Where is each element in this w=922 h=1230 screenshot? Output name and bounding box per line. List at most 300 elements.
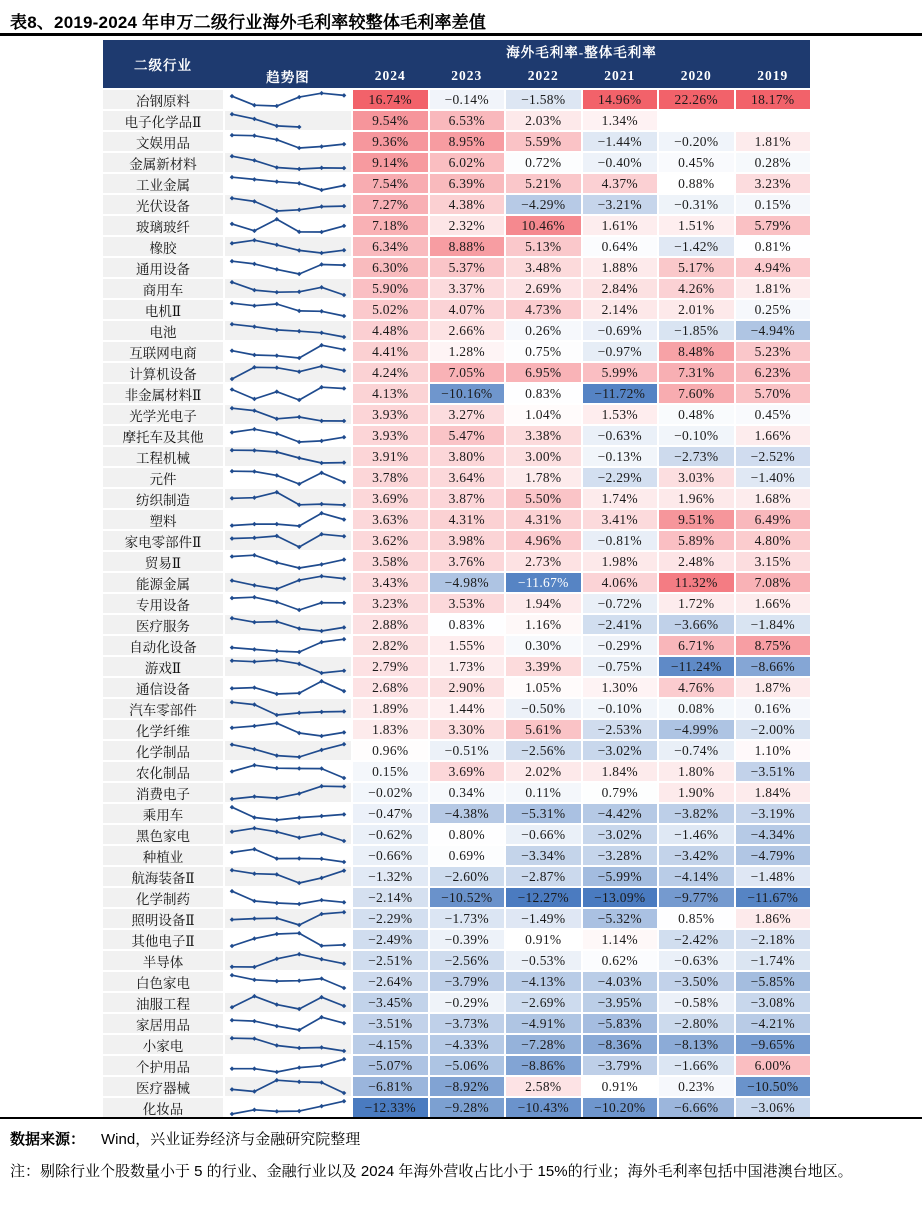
value-cell: −0.72% bbox=[583, 594, 658, 613]
value-cell: 6.34% bbox=[353, 237, 428, 256]
source-label: 数据来源： bbox=[10, 1131, 86, 1148]
value-cell: −8.66% bbox=[736, 657, 811, 676]
trend-sparkline bbox=[225, 741, 351, 760]
industry-name: 橡胶 bbox=[103, 237, 223, 256]
value-cell: −9.65% bbox=[736, 1035, 811, 1054]
value-cell: 4.24% bbox=[353, 363, 428, 382]
trend-sparkline bbox=[225, 804, 351, 823]
value-cell: −3.02% bbox=[583, 741, 658, 760]
value-cell: 1.78% bbox=[506, 468, 581, 487]
value-cell: 5.47% bbox=[430, 426, 505, 445]
value-cell: 1.86% bbox=[736, 909, 811, 928]
value-cell: −3.08% bbox=[736, 993, 811, 1012]
industry-name: 黑色家电 bbox=[103, 825, 223, 844]
value-cell: 7.08% bbox=[736, 573, 811, 592]
industry-name: 能源金属 bbox=[103, 573, 223, 592]
note-line: 注：剔除行业个股数量小于 5 的行业、金融行业以及 2024 年海外营收占比小于 15%的行业；海外毛利率包括中国港澳台地区。 bbox=[10, 1163, 853, 1180]
value-cell: −7.28% bbox=[506, 1035, 581, 1054]
value-cell: 7.60% bbox=[659, 384, 734, 403]
industry-name: 化学纤维 bbox=[103, 720, 223, 739]
trend-sparkline bbox=[225, 1098, 351, 1117]
industry-name: 半导体 bbox=[103, 951, 223, 970]
header-group: 海外毛利率-整体毛利率 bbox=[506, 45, 657, 60]
value-cell: −0.20% bbox=[659, 132, 734, 151]
industry-name: 种植业 bbox=[103, 846, 223, 865]
value-cell: −1.32% bbox=[353, 867, 428, 886]
value-cell: −3.95% bbox=[583, 993, 658, 1012]
value-cell: −2.29% bbox=[353, 909, 428, 928]
trend-sparkline bbox=[225, 594, 351, 613]
value-cell: 1.51% bbox=[659, 216, 734, 235]
value-cell: −4.29% bbox=[506, 195, 581, 214]
value-cell: −0.51% bbox=[430, 741, 505, 760]
industry-name: 电子化学品Ⅱ bbox=[103, 111, 223, 130]
value-cell: 0.45% bbox=[659, 153, 734, 172]
header-year-2020: 2020 bbox=[680, 68, 712, 83]
value-cell: −0.10% bbox=[659, 426, 734, 445]
value-cell: −2.69% bbox=[506, 993, 581, 1012]
value-cell: −3.73% bbox=[430, 1014, 505, 1033]
value-cell: 2.69% bbox=[506, 279, 581, 298]
trend-sparkline bbox=[225, 909, 351, 928]
industry-name: 游戏Ⅱ bbox=[103, 657, 223, 676]
value-cell: 0.96% bbox=[353, 741, 428, 760]
value-cell: −0.53% bbox=[506, 951, 581, 970]
value-cell: −4.42% bbox=[583, 804, 658, 823]
value-cell: 1.90% bbox=[659, 783, 734, 802]
trend-sparkline bbox=[225, 1014, 351, 1033]
value-cell: 5.17% bbox=[659, 258, 734, 277]
value-cell: −5.31% bbox=[506, 804, 581, 823]
value-cell: −5.32% bbox=[583, 909, 658, 928]
value-cell: −0.10% bbox=[583, 699, 658, 718]
value-cell: −0.29% bbox=[430, 993, 505, 1012]
value-cell: −8.36% bbox=[583, 1035, 658, 1054]
value-cell: 3.37% bbox=[430, 279, 505, 298]
trend-sparkline bbox=[225, 1035, 351, 1054]
value-cell: 22.26% bbox=[659, 90, 734, 109]
value-cell: −0.74% bbox=[659, 741, 734, 760]
value-cell: −3.28% bbox=[583, 846, 658, 865]
value-cell: 5.99% bbox=[583, 363, 658, 382]
value-cell: −0.75% bbox=[583, 657, 658, 676]
value-cell: 1.84% bbox=[736, 783, 811, 802]
value-cell: −2.49% bbox=[353, 930, 428, 949]
value-cell: 5.50% bbox=[506, 489, 581, 508]
value-cell: 4.13% bbox=[353, 384, 428, 403]
value-cell: −12.33% bbox=[353, 1098, 428, 1117]
trend-sparkline bbox=[225, 825, 351, 844]
value-cell: 5.13% bbox=[506, 237, 581, 256]
value-cell: 5.61% bbox=[506, 720, 581, 739]
value-cell: 0.64% bbox=[583, 237, 658, 256]
trend-sparkline bbox=[225, 174, 351, 193]
value-cell: −3.21% bbox=[583, 195, 658, 214]
industry-name: 农化制品 bbox=[103, 762, 223, 781]
value-cell: 0.69% bbox=[430, 846, 505, 865]
value-cell: −2.53% bbox=[583, 720, 658, 739]
industry-name: 电机Ⅱ bbox=[103, 300, 223, 319]
value-cell: 0.81% bbox=[736, 237, 811, 256]
value-cell: 3.39% bbox=[506, 657, 581, 676]
industry-name: 通用设备 bbox=[103, 258, 223, 277]
value-cell: 1.04% bbox=[506, 405, 581, 424]
value-cell: −1.58% bbox=[506, 90, 581, 109]
header-year-2021: 2021 bbox=[604, 68, 636, 83]
value-cell: −0.66% bbox=[506, 825, 581, 844]
value-cell: −0.81% bbox=[583, 531, 658, 550]
value-cell: 1.14% bbox=[583, 930, 658, 949]
value-cell: 1.10% bbox=[736, 741, 811, 760]
trend-sparkline bbox=[225, 90, 351, 109]
value-cell: 4.76% bbox=[659, 678, 734, 697]
value-cell: −6.66% bbox=[659, 1098, 734, 1117]
value-cell: −11.67% bbox=[506, 573, 581, 592]
value-cell: 6.71% bbox=[659, 636, 734, 655]
value-cell: 3.38% bbox=[506, 426, 581, 445]
value-cell: −0.14% bbox=[430, 90, 505, 109]
value-cell: 0.88% bbox=[659, 174, 734, 193]
value-cell: −0.31% bbox=[659, 195, 734, 214]
value-cell: 0.45% bbox=[736, 405, 811, 424]
value-cell: −8.13% bbox=[659, 1035, 734, 1054]
industry-name: 通信设备 bbox=[103, 678, 223, 697]
trend-sparkline bbox=[225, 489, 351, 508]
industry-name: 商用车 bbox=[103, 279, 223, 298]
value-cell: −4.21% bbox=[736, 1014, 811, 1033]
trend-sparkline bbox=[225, 384, 351, 403]
header-year-2024: 2024 bbox=[374, 68, 406, 83]
value-cell: −1.46% bbox=[659, 825, 734, 844]
trend-sparkline bbox=[225, 279, 351, 298]
value-cell: 0.85% bbox=[659, 909, 734, 928]
value-cell: 1.53% bbox=[583, 405, 658, 424]
trend-sparkline bbox=[225, 363, 351, 382]
value-cell: 2.79% bbox=[353, 657, 428, 676]
value-cell: −4.15% bbox=[353, 1035, 428, 1054]
value-cell: 5.59% bbox=[506, 132, 581, 151]
value-cell: 1.34% bbox=[583, 111, 658, 130]
value-cell: −1.40% bbox=[736, 468, 811, 487]
value-cell: −0.62% bbox=[353, 825, 428, 844]
value-cell: 1.94% bbox=[506, 594, 581, 613]
value-cell: −2.41% bbox=[583, 615, 658, 634]
value-cell: −1.74% bbox=[736, 951, 811, 970]
trend-sparkline bbox=[225, 867, 351, 886]
value-cell: −1.85% bbox=[659, 321, 734, 340]
value-cell: −5.83% bbox=[583, 1014, 658, 1033]
industry-name: 贸易Ⅱ bbox=[103, 552, 223, 571]
value-cell: 3.93% bbox=[353, 426, 428, 445]
value-cell: 1.74% bbox=[583, 489, 658, 508]
value-cell: 0.15% bbox=[353, 762, 428, 781]
industry-name: 玻璃玻纤 bbox=[103, 216, 223, 235]
trend-sparkline bbox=[225, 993, 351, 1012]
value-cell: −4.14% bbox=[659, 867, 734, 886]
trend-sparkline bbox=[225, 510, 351, 529]
value-cell: −0.40% bbox=[583, 153, 658, 172]
industry-name: 其他电子Ⅱ bbox=[103, 930, 223, 949]
trend-sparkline bbox=[225, 615, 351, 634]
value-cell: −3.51% bbox=[736, 762, 811, 781]
value-cell: 4.48% bbox=[353, 321, 428, 340]
industry-name: 化妆品 bbox=[103, 1098, 223, 1117]
value-cell: 1.61% bbox=[583, 216, 658, 235]
value-cell: 6.23% bbox=[736, 363, 811, 382]
trend-sparkline bbox=[225, 342, 351, 361]
trend-sparkline bbox=[225, 531, 351, 550]
value-cell: 3.23% bbox=[353, 594, 428, 613]
value-cell: 8.75% bbox=[736, 636, 811, 655]
value-cell: 3.62% bbox=[353, 531, 428, 550]
trend-sparkline bbox=[225, 321, 351, 340]
value-cell: 3.93% bbox=[353, 405, 428, 424]
value-cell: −3.42% bbox=[659, 846, 734, 865]
trend-sparkline bbox=[225, 153, 351, 172]
industry-name: 工程机械 bbox=[103, 447, 223, 466]
value-cell: 2.88% bbox=[353, 615, 428, 634]
value-cell: 1.66% bbox=[736, 426, 811, 445]
value-cell: 1.81% bbox=[736, 132, 811, 151]
value-cell: 1.98% bbox=[583, 552, 658, 571]
value-cell: 1.96% bbox=[659, 489, 734, 508]
value-cell: 3.00% bbox=[506, 447, 581, 466]
value-cell: 3.98% bbox=[430, 531, 505, 550]
value-cell: −11.72% bbox=[583, 384, 658, 403]
value-cell: 6.95% bbox=[506, 363, 581, 382]
value-cell: 2.58% bbox=[506, 1077, 581, 1096]
value-cell: 2.02% bbox=[506, 762, 581, 781]
value-cell: 5.89% bbox=[659, 531, 734, 550]
value-cell: 0.34% bbox=[430, 783, 505, 802]
value-cell: −2.18% bbox=[736, 930, 811, 949]
value-cell: 6.02% bbox=[430, 153, 505, 172]
value-cell: 0.83% bbox=[430, 615, 505, 634]
value-cell: 0.80% bbox=[430, 825, 505, 844]
table-bottom-rule bbox=[0, 1117, 922, 1119]
value-cell: −1.48% bbox=[736, 867, 811, 886]
value-cell: −12.27% bbox=[506, 888, 581, 907]
value-cell: 3.80% bbox=[430, 447, 505, 466]
footer bbox=[10, 1128, 912, 1186]
value-cell: 6.00% bbox=[736, 1056, 811, 1075]
value-cell: 2.66% bbox=[430, 321, 505, 340]
value-cell: 3.41% bbox=[583, 510, 658, 529]
value-cell: 7.27% bbox=[353, 195, 428, 214]
value-cell: 6.49% bbox=[736, 510, 811, 529]
industry-name: 医疗服务 bbox=[103, 615, 223, 634]
value-cell: 3.69% bbox=[430, 762, 505, 781]
value-cell: 1.89% bbox=[353, 699, 428, 718]
industry-name: 航海装备Ⅱ bbox=[103, 867, 223, 886]
value-cell: 1.68% bbox=[736, 489, 811, 508]
value-cell: 9.14% bbox=[353, 153, 428, 172]
value-cell: 0.26% bbox=[506, 321, 581, 340]
industry-name: 乘用车 bbox=[103, 804, 223, 823]
value-cell: 1.73% bbox=[430, 657, 505, 676]
data-table bbox=[103, 40, 810, 1117]
value-cell: −4.34% bbox=[736, 825, 811, 844]
industry-name: 照明设备Ⅱ bbox=[103, 909, 223, 928]
value-cell: 0.72% bbox=[506, 153, 581, 172]
value-cell: 4.41% bbox=[353, 342, 428, 361]
header-year-2023: 2023 bbox=[451, 68, 483, 83]
industry-name: 消费电子 bbox=[103, 783, 223, 802]
value-cell: 3.76% bbox=[430, 552, 505, 571]
value-cell: 1.84% bbox=[583, 762, 658, 781]
value-cell: 3.30% bbox=[430, 720, 505, 739]
value-cell: −3.51% bbox=[353, 1014, 428, 1033]
trend-sparkline bbox=[225, 930, 351, 949]
value-cell: 0.75% bbox=[506, 342, 581, 361]
value-cell: −3.79% bbox=[583, 1056, 658, 1075]
value-cell: 1.83% bbox=[353, 720, 428, 739]
value-cell: −5.06% bbox=[430, 1056, 505, 1075]
industry-name: 元件 bbox=[103, 468, 223, 487]
value-cell: 3.69% bbox=[353, 489, 428, 508]
value-cell: −11.24% bbox=[659, 657, 734, 676]
trend-sparkline bbox=[225, 258, 351, 277]
value-cell: −0.50% bbox=[506, 699, 581, 718]
value-cell: −5.07% bbox=[353, 1056, 428, 1075]
header-industry: 二级行业 bbox=[134, 58, 192, 73]
value-cell: 4.26% bbox=[659, 279, 734, 298]
value-cell: 2.48% bbox=[659, 552, 734, 571]
trend-sparkline bbox=[225, 783, 351, 802]
industry-name: 电池 bbox=[103, 321, 223, 340]
value-cell: −0.29% bbox=[583, 636, 658, 655]
value-cell: 0.28% bbox=[736, 153, 811, 172]
value-cell: 2.14% bbox=[583, 300, 658, 319]
value-cell: 3.15% bbox=[736, 552, 811, 571]
value-cell: −4.38% bbox=[430, 804, 505, 823]
value-cell: −4.33% bbox=[430, 1035, 505, 1054]
value-cell: 3.63% bbox=[353, 510, 428, 529]
value-cell: −3.34% bbox=[506, 846, 581, 865]
value-cell: 6.53% bbox=[430, 111, 505, 130]
value-cell: 4.96% bbox=[506, 531, 581, 550]
value-cell: −0.63% bbox=[583, 426, 658, 445]
value-cell: −8.92% bbox=[430, 1077, 505, 1096]
value-cell: 4.80% bbox=[736, 531, 811, 550]
value-cell: −10.20% bbox=[583, 1098, 658, 1117]
value-cell: 3.27% bbox=[430, 405, 505, 424]
value-cell: −3.45% bbox=[353, 993, 428, 1012]
value-cell: 0.16% bbox=[736, 699, 811, 718]
trend-sparkline bbox=[225, 426, 351, 445]
trend-sparkline bbox=[225, 636, 351, 655]
industry-name: 自动化设备 bbox=[103, 636, 223, 655]
value-cell: −3.50% bbox=[659, 972, 734, 991]
table-body bbox=[103, 90, 810, 1117]
value-cell: −0.47% bbox=[353, 804, 428, 823]
industry-name: 金属新材料 bbox=[103, 153, 223, 172]
value-cell: −2.60% bbox=[430, 867, 505, 886]
value-cell: −1.73% bbox=[430, 909, 505, 928]
value-cell bbox=[736, 111, 811, 130]
header-year-2019: 2019 bbox=[757, 68, 789, 83]
trend-sparkline bbox=[225, 132, 351, 151]
value-cell: 1.05% bbox=[506, 678, 581, 697]
trend-sparkline bbox=[225, 468, 351, 487]
value-cell: 6.39% bbox=[430, 174, 505, 193]
value-cell: 2.32% bbox=[430, 216, 505, 235]
industry-name: 油服工程 bbox=[103, 993, 223, 1012]
value-cell: 1.80% bbox=[659, 762, 734, 781]
value-cell: 14.96% bbox=[583, 90, 658, 109]
title-underline bbox=[0, 33, 922, 36]
value-cell: −10.43% bbox=[506, 1098, 581, 1117]
value-cell: 5.37% bbox=[430, 258, 505, 277]
value-cell: −3.66% bbox=[659, 615, 734, 634]
value-cell: 4.07% bbox=[430, 300, 505, 319]
industry-name: 医疗器械 bbox=[103, 1077, 223, 1096]
value-cell: 6.30% bbox=[353, 258, 428, 277]
value-cell: 1.55% bbox=[430, 636, 505, 655]
value-cell: −0.58% bbox=[659, 993, 734, 1012]
value-cell: −0.13% bbox=[583, 447, 658, 466]
industry-name: 塑料 bbox=[103, 510, 223, 529]
value-cell: −2.51% bbox=[353, 951, 428, 970]
industry-name: 白色家电 bbox=[103, 972, 223, 991]
value-cell: −1.44% bbox=[583, 132, 658, 151]
value-cell: −10.50% bbox=[736, 1077, 811, 1096]
trend-sparkline bbox=[225, 216, 351, 235]
value-cell: 4.37% bbox=[583, 174, 658, 193]
value-cell: 5.90% bbox=[353, 279, 428, 298]
value-cell: −2.80% bbox=[659, 1014, 734, 1033]
value-cell: 2.90% bbox=[430, 678, 505, 697]
industry-name: 计算机设备 bbox=[103, 363, 223, 382]
value-cell: 3.87% bbox=[430, 489, 505, 508]
value-cell: −2.00% bbox=[736, 720, 811, 739]
value-cell: 9.36% bbox=[353, 132, 428, 151]
value-cell: −9.77% bbox=[659, 888, 734, 907]
industry-name: 纺织制造 bbox=[103, 489, 223, 508]
value-cell: 3.64% bbox=[430, 468, 505, 487]
trend-sparkline bbox=[225, 762, 351, 781]
value-cell: −5.85% bbox=[736, 972, 811, 991]
industry-name: 非金属材料Ⅱ bbox=[103, 384, 223, 403]
value-cell: −11.67% bbox=[736, 888, 811, 907]
value-cell: −10.16% bbox=[430, 384, 505, 403]
trend-sparkline bbox=[225, 111, 351, 130]
value-cell: −2.64% bbox=[353, 972, 428, 991]
trend-sparkline bbox=[225, 552, 351, 571]
value-cell: −2.42% bbox=[659, 930, 734, 949]
value-cell: −4.91% bbox=[506, 1014, 581, 1033]
value-cell: 1.81% bbox=[736, 279, 811, 298]
value-cell: 0.08% bbox=[659, 699, 734, 718]
value-cell: 16.74% bbox=[353, 90, 428, 109]
trend-sparkline bbox=[225, 405, 351, 424]
value-cell: 3.91% bbox=[353, 447, 428, 466]
value-cell: −3.02% bbox=[583, 825, 658, 844]
value-cell: 4.94% bbox=[736, 258, 811, 277]
value-cell: 8.95% bbox=[430, 132, 505, 151]
value-cell: 2.01% bbox=[659, 300, 734, 319]
value-cell: 5.21% bbox=[506, 174, 581, 193]
value-cell: 7.54% bbox=[353, 174, 428, 193]
value-cell: −1.42% bbox=[659, 237, 734, 256]
value-cell: 7.05% bbox=[430, 363, 505, 382]
value-cell: 2.68% bbox=[353, 678, 428, 697]
industry-name: 化学制药 bbox=[103, 888, 223, 907]
value-cell: −3.06% bbox=[736, 1098, 811, 1117]
trend-sparkline bbox=[225, 678, 351, 697]
value-cell: −0.69% bbox=[583, 321, 658, 340]
value-cell: −4.03% bbox=[583, 972, 658, 991]
